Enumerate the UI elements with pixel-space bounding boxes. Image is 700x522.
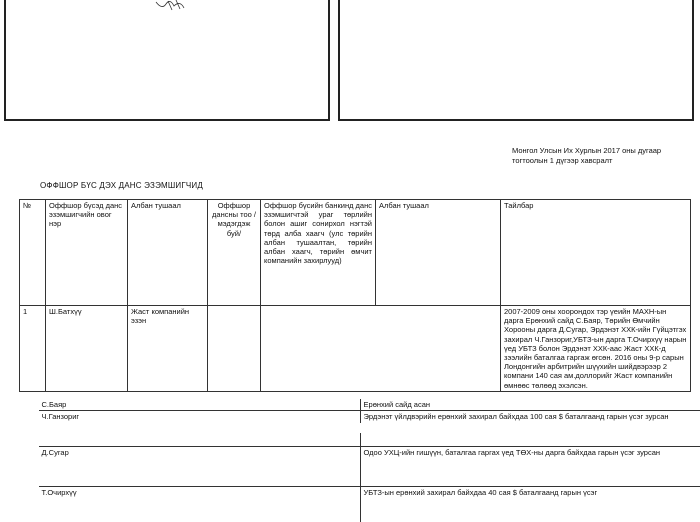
related-name: С.Баяр [39,399,361,411]
header-position: Албан тушаал [128,200,208,306]
account-holders-table [19,199,691,392]
row-note: 2007-2009 оны хоорондох тэр үеийн МАХН-ын дарга Ерөнхий сайд С.Баяр, Төрийн Өмчийн Хорооны дарга Д.Сугар, Эрдэнэт ХХК-ийн Гүйцэтгэх захирал Ч.Ганзориг,УБТЗ-ын дарга Т.Очирхүү нарын үед УБТЗ болон Эрдэнэт ХХК-аас Жаст ХХК-д зээлийн баталгаа гаргаж өгсөн. 2016 оны 9-р сарын Лондонгийн арбитрийн шүүхийн шийдвэрээр 2 компани 140 сая ам.доллорийг Жаст компанийн өмнөөс төлөөд эхэлсэн. [501,306,691,392]
resolution-note: Монгол Улсын Их Хурлын 2017 оны дугаар тогтоолын 1 дүгээр хавсралт [512,146,692,166]
right-panel [338,0,694,121]
related-row [39,399,700,411]
related-row [39,446,700,486]
row-name: Ш.Батхүү [46,306,128,392]
header-no: № [20,200,46,306]
header-name: Оффшор бүсэд данс эзэмшигчийн овог нэр [46,200,128,306]
related-name: Т.Очирхүү [39,486,361,522]
header-related-position: Албан тушаал [376,200,501,306]
table-row [20,306,691,392]
related-name: Ч.Ганзориг [39,410,361,446]
related-officials-cell [261,306,501,392]
related-officials-table [39,399,700,522]
row-position: Жаст компанийн эзэн [128,306,208,392]
signature-mark [154,0,194,12]
page-bottom-edge [0,423,700,433]
related-name: Д.Сугар [39,446,361,486]
row-accounts [208,306,261,392]
related-position: УБТЗ-ын ерөнхий захирал байхдаа 40 сая $ баталгаанд гарын үсэг [360,486,700,522]
document-title: ОФФШОР БҮС ДЭХ ДАНС ЭЗЭМШИГЧИД [40,181,203,190]
related-position: Эрдэнэт үйлдвэрийн ерөнхий захирал байхдаа 100 сая $ баталгаанд гарын үсэг зурсан [360,410,700,446]
header-note: Тайлбар [501,200,691,306]
related-position: Ерөнхий сайд асан [360,399,700,411]
header-accounts: Оффшор дансны тоо /мэдэгдэж буй/ [208,200,261,306]
related-position: Одоо УХЦ-ийн гишүүн, баталгаа гаргах үед ТӨХ-ны дарга байхдаа гарын үсэг зурсан [360,446,700,486]
table-header-row [20,200,691,306]
left-panel [4,0,330,121]
related-row [39,486,700,522]
row-no: 1 [20,306,46,392]
header-related: Оффшор бүсийн банкинд данс эзэмшигчтэй ураг төрлийн болон ашиг сонирхол нэгтэй төрд алба хаагч (улс төрийн албан тушаалтан, төрийн албан хаагч, төрийн өмчит компанийн захирлууд) [261,200,376,306]
